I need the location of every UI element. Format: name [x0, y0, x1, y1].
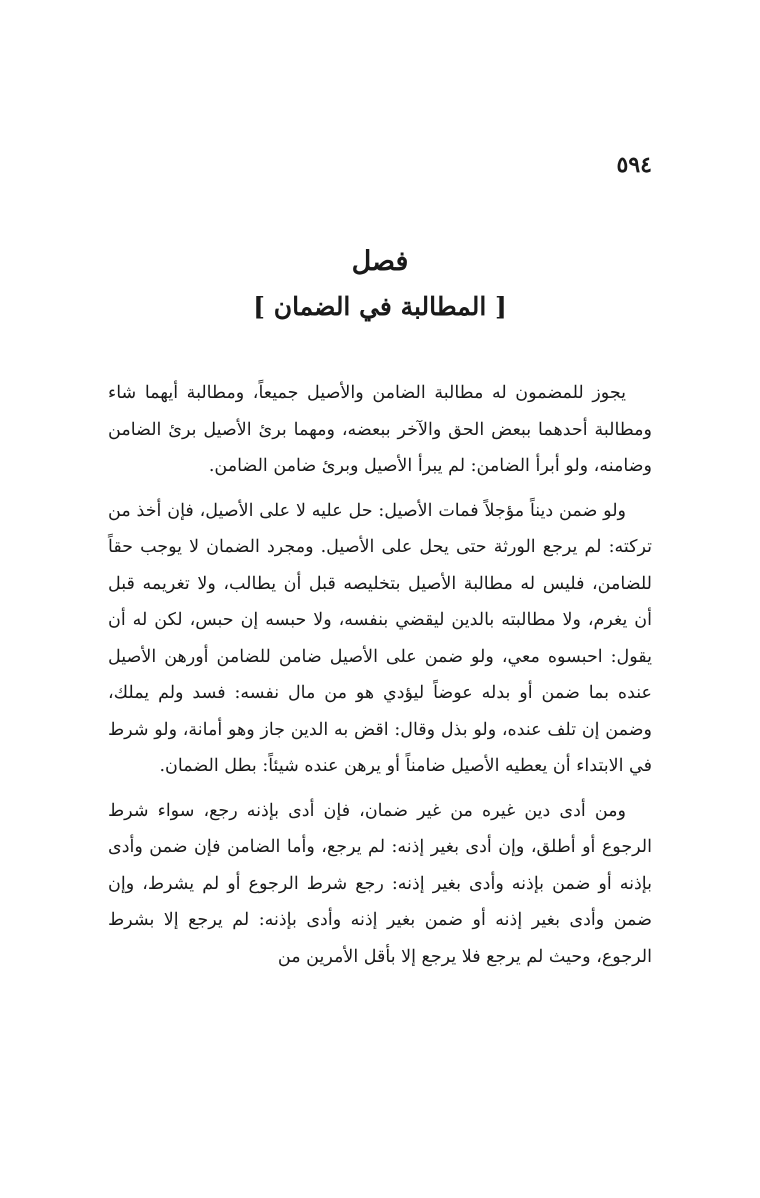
body-text — [108, 375, 652, 983]
paragraph-1: يجوز للمضمون له مطالبة الضامن والأصيل جميعاً، ومطالبة أيهما شاء ومطالبة أحدهما ببعض الحق والآخر ببعضه، ومهما برئ الأصيل برئ الضامن وضامنه، ولو أبرأ الضامن: لم يبرأ الأصيل وبرئ ضامن الضامن. — [108, 383, 652, 476]
section-subtitle: [ المطالبة في الضمان ] — [253, 292, 507, 321]
paragraph-3: ومن أدى دين غيره من غير ضمان، فإن أدى بإذنه رجع، سواء شرط الرجوع أو أطلق، وإن أدى بغير إذنه: لم يرجع، وأما الضامن فإن ضمن وأدى بإذنه أو ضمن بإذنه وأدى بغير إذنه: رجع شرط الرجوع أو لم يشرط، وإن ضمن وأدى بغير إذنه أو ضمن بغير إذنه وأدى بإذنه: لم يرجع إلا بشرط الرجوع، وحيث لم يرجع فلا يرجع إلا بأقل الأمرين من — [108, 800, 652, 967]
page-number: ٥٩٤ — [616, 152, 652, 178]
section-heading: فصل — [351, 246, 409, 277]
paragraph-2: ولو ضمن ديناً مؤجلاً فمات الأصيل: حل عليه لا على الأصيل، فإن أخذ من تركته: لم يرجع الورثة حتى يحل على الأصيل. ومجرد الضمان لا يوجب حقاً للضامن، فليس له مطالبة الأصيل بتخليصه قبل أن يطالب، ولا تغريمه قبل أن يغرم، ولا مطالبته بالدين ليقضي بنفسه، ولا حبسه إن حبس، لكن له أن يقول: احبسوه معي، ولو ضمن على الأصيل ضامن للضامن أورهن الأصيل عنده بما ضمن أو بدله عوضاً ليؤدي هو من مال نفسه: فسد ولم يملك، وضمن إن تلف عنده، ولو بذل وقال: اقض به الدين جاز وهو أمانة، ولو شرط في الابتداء أن يعطيه الأصيل ضامناً أو يرهن عنده شيئاً: بطل الضمان. — [108, 500, 652, 776]
